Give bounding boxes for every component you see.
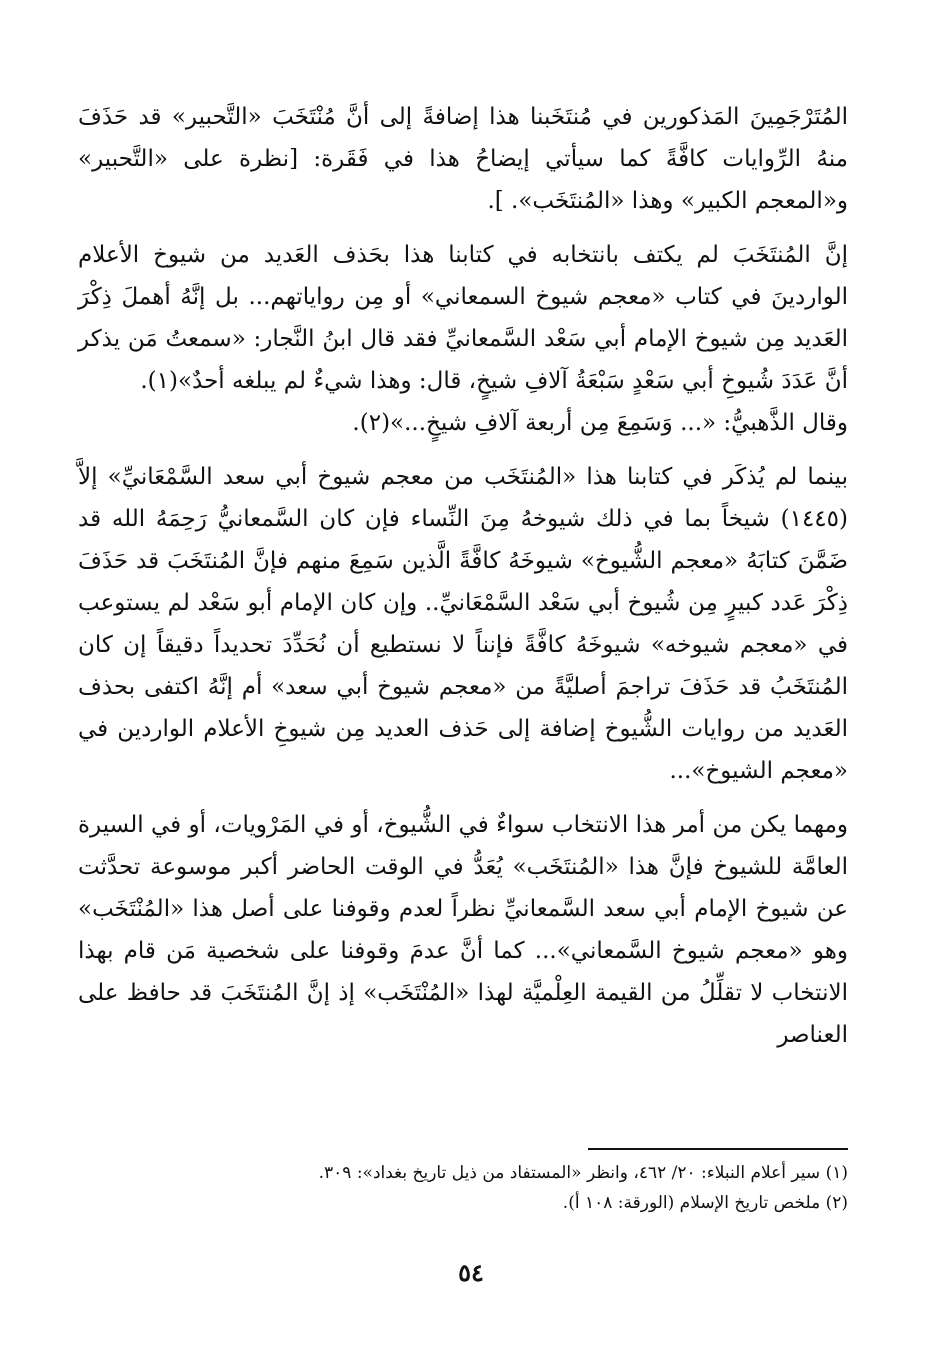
main-text bbox=[78, 96, 848, 1056]
paragraph-2: إنَّ المُنتَخَبَ لم يكتف بانتخابه في كتابنا هذا بحَذف العَديد من شيوخ الأعلام الواردينَ في كتاب «معجم شيوخ السمعاني» أو مِن رواياتهم... بل إنَّهُ أهملَ ذِكْرَ العَديد مِن شيوخ الإمام أبي سَعْد السَّمعانيِّ فقد قال ابنُ النَّجار: «سمعتُ مَن يذكر أنَّ عَدَدَ شُيوخِ أبي سَعْدٍ سَبْعَةُ آلافِ شيخٍ، قال: وهذا شيءٌ لم يبلغه أحدٌ»(١). bbox=[78, 242, 848, 394]
footnote-divider bbox=[588, 1148, 848, 1150]
footnotes bbox=[78, 1158, 848, 1218]
paragraph-5: ومهما يكن من أمر هذا الانتخاب سواءٌ في الشُّيوخ، أو في المَرْويات، أو في السيرة العامَّة للشيوخ فإنَّ هذا «المُنتَخَب» يُعَدُّ في الوقت الحاضر أكبر موسوعة تحدَّثت عن شيوخ الإمام أبي سعد السَّمعانيِّ نظراً لعدم وقوفنا على أصل هذا «المُنْتَخَب» وهو «معجم شيوخ السَّمعاني»... كما أنَّ عدمَ وقوفنا على شخصية مَن قام بهذا الانتخاب لا تقلِّلُ من القيمة العِلْميَّة لهذا «المُنْتَخَب» إذ إنَّ المُنتَخَبَ قد حافظ على العناصر bbox=[78, 812, 848, 1048]
paragraph-3: وقال الذَّهبيُّ: «... وَسَمِعَ مِن أربعة آلافِ شيخٍ...»(٢). bbox=[352, 410, 848, 436]
paragraph-4: بينما لم يُذكَر في كتابنا هذا «المُنتَخَب من معجم شيوخ أبي سعد السَّمْعَانيِّ» إلاَّ (١٤٤٥) شيخاً بما في ذلك شيوخهُ مِنَ النِّساء فإن كان السَّمعانيُّ رَحِمَهُ الله قد ضَمَّنَ كتابَهُ «معجم الشُّيوخ» شيوخَهُ كافَّةً الَّذين سَمِعَ منهم فإنَّ المُنتَخَبَ قد حَذَفَ ذِكْرَ عَدد كبيرٍ مِن شُيوخ أبي سَعْد السَّمْعَانيِّ.. وإن كان الإمام أبو سَعْد لم يستوعب في «معجم شيوخه» شيوخَهُ كافَّةً فإنناً لا نستطيع أن نُحَدِّدَ تحديداً دقيقاً إن كان المُنتَخَبُ قد حَذَفَ تراجمَ أصليَّةً من «معجم شيوخ أبي سعد» أم إنَّهُ اكتفى بحذف العَديد من روايات الشُّيوخ إضافة إلى حَذف العديد مِن شيوخِ الأعلام الواردين في «معجم الشيوخ»... bbox=[78, 464, 848, 784]
page-number: ٥٤ bbox=[458, 1258, 484, 1287]
footnote-2: (٢) ملخص تاريخ الإسلام (الورقة: ١٠٨ أ). bbox=[562, 1193, 848, 1213]
paragraph-1: المُتَرْجَمِينَ المَذكورين في مُنتَخَبنا هذا إضافةً إلى أنَّ مُنْتَخَبَ «التَّحبير» قد حَذَفَ منهُ الرِّوايات كافَّةً كما سيأتي إيضاحُ هذا في فَقَرة: [نظرة على «التَّحبير» و«المعجم الكبير» وهذا «المُنتَخَب». ]. bbox=[78, 104, 848, 214]
footnote-1: (١) سير أعلام النبلاء: ٢٠/ ٤٦٢، وانظر «المستفاد من ذيل تاريخ بغداد»: ٣٠٩. bbox=[318, 1163, 848, 1183]
